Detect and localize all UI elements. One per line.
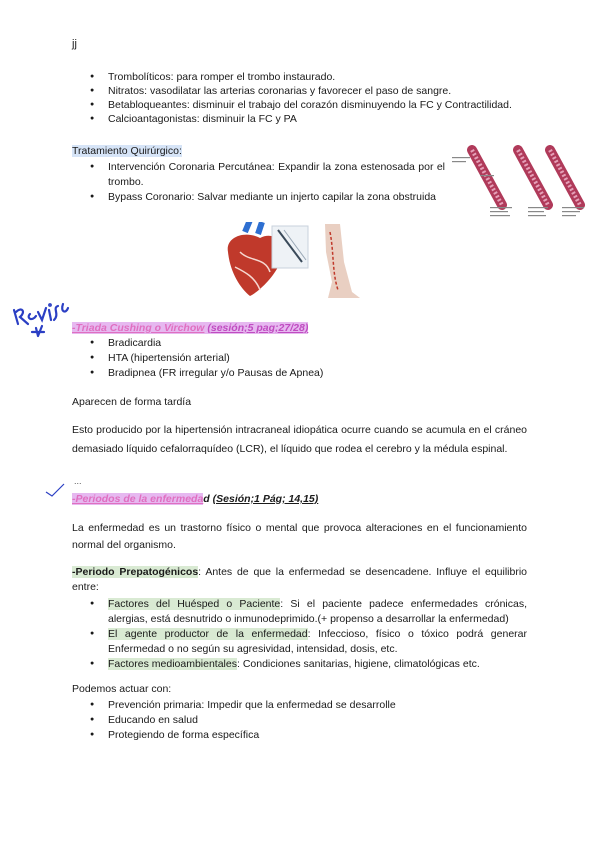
medication-list	[90, 70, 527, 126]
list-item: ● Calcioantagonistas: disminuir la FC y PA	[90, 112, 527, 126]
list-item: ● Trombolíticos: para romper el trombo instaurado.	[90, 70, 527, 84]
periods-link[interactable]: -Periodos de la enfermeda	[72, 493, 204, 505]
act-heading: Podemos actuar con:	[72, 683, 172, 695]
bypass-illustration	[220, 222, 370, 300]
list-item: ● Bradipnea (FR irregular y/o Pausas de Apnea)	[90, 366, 527, 381]
surgical-list	[90, 160, 445, 205]
prepat-paragraph: -Periodo Prepatogénicos: Antes de que la enfermedad se desencadene. Influye el equilibrio entre:	[72, 566, 528, 593]
triad-title	[72, 322, 308, 334]
vessel-graft-icon	[272, 226, 308, 268]
artery-illustration	[450, 145, 590, 230]
triad-list	[90, 336, 527, 381]
handwritten-revisar-icon	[8, 290, 70, 338]
prepat-list	[90, 597, 527, 672]
list-item: ● Bypass Coronario: Salvar mediante un injerto capilar la zona obstruida	[90, 190, 445, 205]
list-item: ● Nitratos: vasodilatar las arterias coronarias y favorecer el paso de sangre.	[90, 84, 527, 98]
ellipsis: ...	[74, 476, 82, 486]
late-text: Aparecen de forma tardía	[72, 396, 192, 408]
triad-ref-link[interactable]: (sesión;5 pag;27/28)	[207, 322, 309, 334]
periods-ref: (Sesión;1 Pág; 14,15)	[212, 493, 319, 505]
disease-paragraph: La enfermedad es un trastorno físico o mental que provoca alteraciones en el funcionamiento normal del organismo.	[72, 522, 527, 551]
ich-paragraph: Esto producido por la hipertensión intracraneal idiopática ocurre cuando se acumula en el cráneo demasiado líquido cefalorraquídeo (LCR), el líquido que rodea el cerebro y la médula espinal.	[72, 424, 527, 455]
act-list	[90, 698, 527, 743]
list-item: ● Factores del Huésped o Paciente: Si el paciente padece enfermedades crónicas, alergias, está desnutrido o inmunodeprimido.(+ propenso a desarrollar la enfermedad)	[90, 597, 527, 627]
handwritten-check-icon	[44, 482, 66, 498]
list-item: ● HTA (hipertensión arterial)	[90, 351, 527, 366]
list-item: ● Intervención Coronaria Percutánea: Expandir la zona estenosada por el trombo.	[90, 160, 445, 190]
leg-icon	[325, 224, 360, 298]
list-item: ● Protegiendo de forma específica	[90, 728, 527, 743]
artery-vessel-3	[550, 150, 580, 205]
list-item: ● Educando en salud	[90, 713, 527, 728]
list-item: ● El agente productor de la enfermedad: Infeccioso, físico o tóxico podrá generar Enfermedad o no según su agresividad, intensidad, dosis, etc.	[90, 627, 527, 657]
triad-link[interactable]: -Triada Cushing o Virchow	[72, 322, 205, 334]
artery-vessel-2	[518, 150, 548, 205]
periods-title: -Periodos de la enfermedad (Sesión;1 Pág; 14,15)	[72, 493, 319, 505]
page-mark: jj	[72, 38, 77, 50]
surgical-heading: Tratamiento Quirúrgico:	[72, 145, 182, 157]
list-item: ● Prevención primaria: Impedir que la enfermedad se desarrolle	[90, 698, 527, 713]
list-item: ● Bradicardia	[90, 336, 527, 351]
artery-vessel-1	[472, 150, 502, 205]
list-item: ● Betabloqueantes: disminuir el trabajo del corazón disminuyendo la FC y Contractilidad.	[90, 98, 527, 112]
list-item: ● Factores medioambientales: Condiciones sanitarias, higiene, climatológicas etc.	[90, 657, 527, 672]
